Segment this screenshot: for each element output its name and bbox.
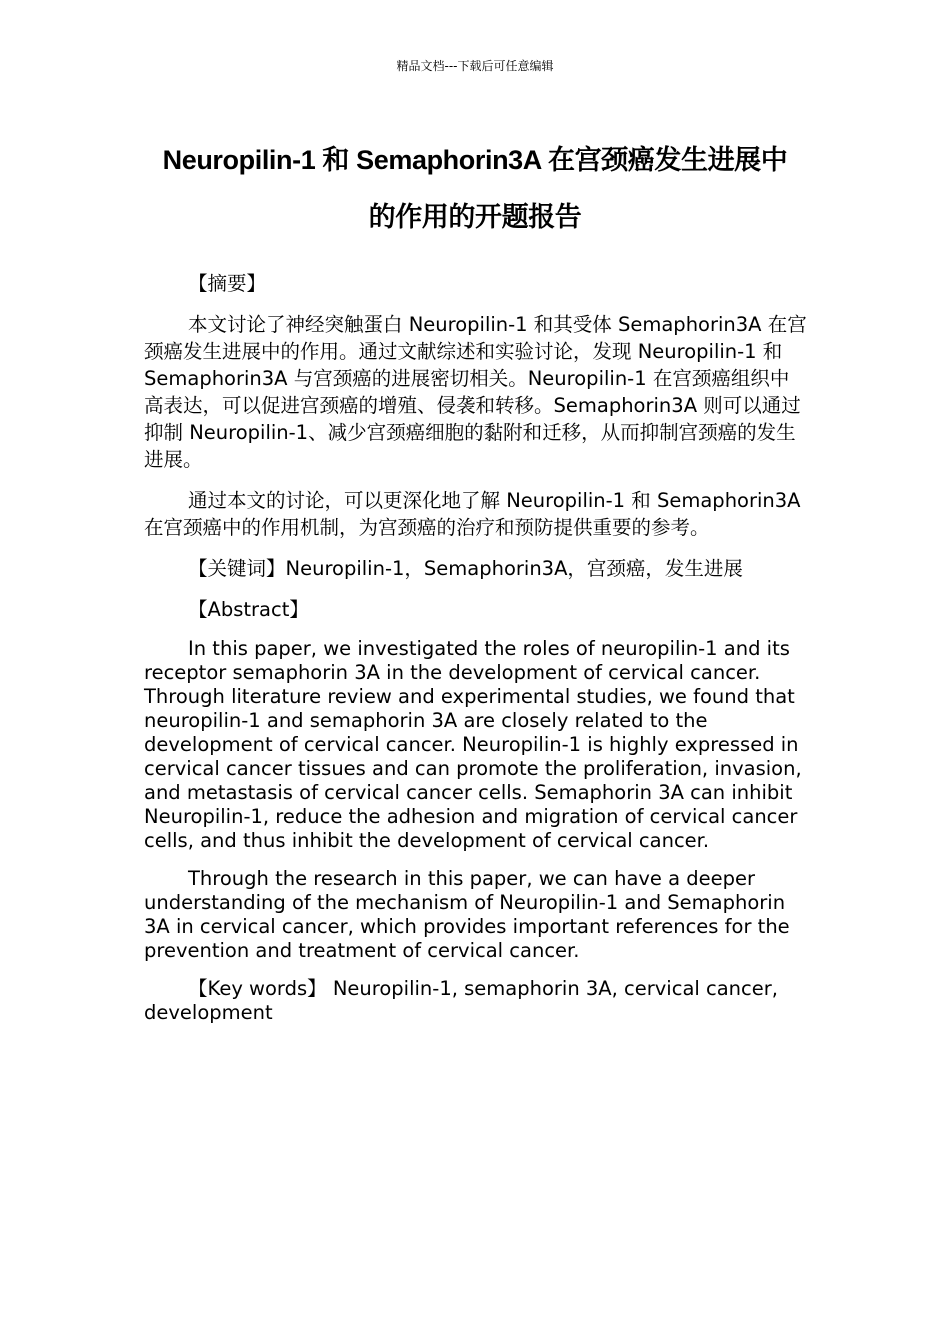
document-body [144, 270, 808, 1039]
abstract-en-paragraph-1: In this paper, we investigated the roles of neuropilin-1 and its receptor semaphorin 3A in the development of cervical cancer. Through literature review and experimental studies, we found that neuropilin-1 and semaphorin 3A are closely related to the development of cervical cancer. Neuropilin-1 is highly expressed in cervical cancer tissues and can promote the proliferation, invasion, and metastasis of cervical cancer cells. Semaphorin 3A can inhibit Neuropilin-1, reduce the adhesion and migration of cervical cancer cells, and thus inhibit the development of cervical cancer. [144, 637, 802, 852]
header-note: 精品文档---下载后可任意编辑 [396, 59, 554, 73]
keywords-en: 【Key words】 Neuropilin-1, semaphorin 3A, cervical cancer, development [144, 977, 778, 1024]
abstract-en-heading: 【Abstract】 [188, 598, 309, 621]
title-line-1: Neuropilin-1 和 Semaphorin3A 在宫颈癌发生进展中 [162, 145, 788, 175]
keywords-cn: 【关键词】Neuropilin-1，Semaphorin3A，宫颈癌，发生进展 [188, 557, 743, 580]
abstract-cn-paragraph-2: 通过本文的讨论，可以更深化地了解 Neuropilin-1 和 Semaphorin3A 在宫颈癌中的作用机制，为宫颈癌的治疗和预防提供重要的参考。 [144, 489, 801, 539]
abstract-cn-heading: 【摘要】 [188, 272, 267, 295]
title-line-2: 的作用的开题报告 [368, 202, 582, 232]
document-title [100, 132, 850, 246]
abstract-en-paragraph-2: Through the research in this paper, we can have a deeper understanding of the mechanism of Neuropilin-1 and Semaphorin 3A in cervical cancer, which provides important references for the prevention and treatment of cervical cancer. [144, 867, 790, 962]
abstract-cn-paragraph-1: 本文讨论了神经突触蛋白 Neuropilin-1 和其受体 Semaphorin3A 在宫颈癌发生进展中的作用。通过文献综述和实验讨论，发现 Neuropilin-1 和 Semaphorin3A 与宫颈癌的进展密切相关。Neuropilin-1 在宫颈癌组织中高表达，可以促进宫颈癌的增殖、侵袭和转移。Semaphorin3A 则可以通过抑制 Neuropilin-1、减少宫颈癌细胞的黏附和迁移，从而抑制宫颈癌的发生进展。 [144, 313, 807, 471]
